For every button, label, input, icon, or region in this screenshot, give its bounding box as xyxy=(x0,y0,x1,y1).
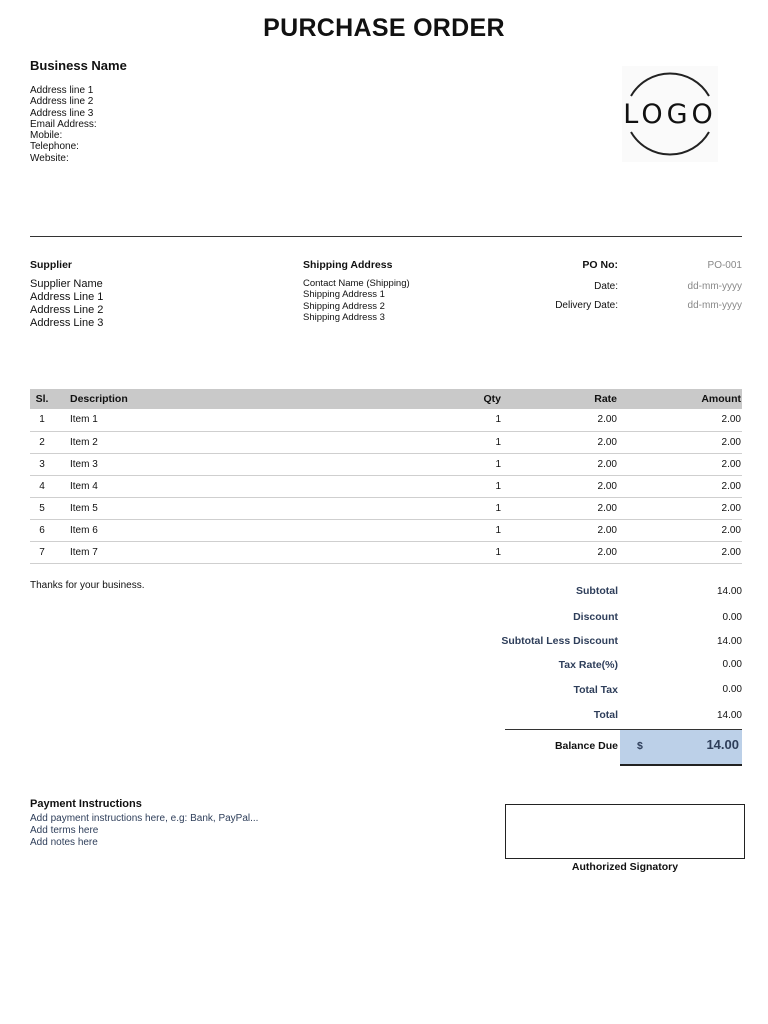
row-rate: 2.00 xyxy=(597,546,617,558)
terms-line: Add terms here xyxy=(30,824,99,836)
row-qty: 1 xyxy=(495,436,501,448)
business-address-line-2: Address line 2 xyxy=(30,96,94,108)
row-amount: 2.00 xyxy=(721,524,741,536)
table-row xyxy=(30,431,742,453)
items-table xyxy=(30,389,742,564)
subtotal-less-discount-label: Subtotal Less Discount xyxy=(501,635,618,647)
discount-label: Discount xyxy=(573,611,618,623)
supplier-heading: Supplier xyxy=(30,259,73,271)
balance-currency: $ xyxy=(637,740,643,752)
row-sl: 5 xyxy=(39,502,45,514)
items-table-header xyxy=(30,389,742,409)
table-row xyxy=(30,497,742,519)
supplier-name: Supplier Name xyxy=(30,278,103,290)
document-title: PURCHASE ORDER xyxy=(263,14,505,42)
row-rate: 2.00 xyxy=(597,524,617,536)
delivery-date-value: dd-mm-yyyy xyxy=(687,300,742,311)
signature-box xyxy=(505,804,745,859)
balance-due-value: 14.00 xyxy=(706,737,739,752)
row-qty: 1 xyxy=(495,524,501,536)
delivery-date-label: Delivery Date: xyxy=(555,300,618,311)
row-amount: 2.00 xyxy=(721,480,741,492)
total-tax-label: Total Tax xyxy=(573,684,618,696)
supplier-address-line-3: Address Line 3 xyxy=(30,317,104,329)
row-sl: 2 xyxy=(39,436,45,448)
row-qty: 1 xyxy=(495,546,501,558)
payment-instructions-heading: Payment Instructions xyxy=(30,798,142,810)
notes-line: Add notes here xyxy=(30,836,98,848)
business-telephone: Telephone: xyxy=(30,141,79,153)
row-rate: 2.00 xyxy=(597,502,617,514)
tax-rate-value: 0.00 xyxy=(722,659,742,670)
table-row xyxy=(30,519,742,541)
logo-text: LOGO xyxy=(623,99,717,130)
header-rate: Rate xyxy=(594,393,617,405)
authorized-signatory-label: Authorized Signatory xyxy=(571,861,679,873)
subtotal-less-discount-value: 14.00 xyxy=(716,636,742,647)
header-divider xyxy=(30,236,742,237)
shipping-address-line-1: Shipping Address 1 xyxy=(303,289,385,301)
table-row xyxy=(30,409,742,431)
business-email: Email Address: xyxy=(30,118,97,130)
row-rate: 2.00 xyxy=(597,458,617,470)
row-sl: 3 xyxy=(39,458,45,470)
total-label: Total xyxy=(593,709,618,721)
thanks-note: Thanks for your business. xyxy=(30,580,145,591)
header-amount: Amount xyxy=(701,393,741,405)
date-label: Date: xyxy=(594,281,618,292)
discount-value: 0.00 xyxy=(722,612,742,623)
row-amount: 2.00 xyxy=(721,546,741,558)
row-qty: 1 xyxy=(495,414,501,426)
row-description: Item 7 xyxy=(70,546,98,558)
row-qty: 1 xyxy=(495,480,501,492)
subtotal-label: Subtotal xyxy=(576,585,618,597)
business-mobile: Mobile: xyxy=(30,130,63,142)
business-details xyxy=(30,85,97,164)
po-number-value: PO-001 xyxy=(707,260,742,271)
shipping-address-line-2: Shipping Address 2 xyxy=(303,300,385,312)
shipping-address-line-3: Shipping Address 3 xyxy=(303,311,385,323)
supplier-details xyxy=(30,278,103,330)
row-qty: 1 xyxy=(495,502,501,514)
logo xyxy=(622,66,718,162)
business-website: Website: xyxy=(30,152,69,164)
row-sl: 1 xyxy=(39,414,45,426)
table-row xyxy=(30,475,742,497)
row-description: Item 2 xyxy=(70,436,98,448)
row-sl: 4 xyxy=(39,480,45,492)
total-value: 14.00 xyxy=(716,710,742,721)
row-description: Item 5 xyxy=(70,502,98,514)
shipping-details xyxy=(303,278,410,323)
supplier-address-line-1: Address Line 1 xyxy=(30,291,104,303)
row-sl: 6 xyxy=(39,524,45,536)
row-amount: 2.00 xyxy=(721,414,741,426)
row-qty: 1 xyxy=(495,458,501,470)
row-amount: 2.00 xyxy=(721,458,741,470)
date-value: dd-mm-yyyy xyxy=(687,281,742,292)
shipping-heading: Shipping Address xyxy=(303,259,393,271)
header-sl: Sl. xyxy=(35,393,49,405)
tax-rate-label: Tax Rate(%) xyxy=(558,659,618,671)
row-description: Item 1 xyxy=(70,414,98,426)
po-number-label: PO No: xyxy=(582,259,618,271)
row-sl: 7 xyxy=(39,546,45,558)
table-row xyxy=(30,453,742,475)
header-description: Description xyxy=(70,393,128,405)
payment-instructions-line: Add payment instructions here, e.g: Bank, PayPal... xyxy=(30,813,259,824)
total-tax-value: 0.00 xyxy=(722,684,742,695)
row-rate: 2.00 xyxy=(597,414,617,426)
balance-due-label: Balance Due xyxy=(554,740,618,752)
business-name: Business Name xyxy=(30,58,127,73)
table-row xyxy=(30,541,742,563)
row-amount: 2.00 xyxy=(721,502,741,514)
row-description: Item 3 xyxy=(70,458,98,470)
row-description: Item 6 xyxy=(70,524,98,536)
row-rate: 2.00 xyxy=(597,480,617,492)
business-address-line-3: Address line 3 xyxy=(30,107,94,119)
subtotal-value: 14.00 xyxy=(716,586,742,597)
business-address-line-1: Address line 1 xyxy=(30,85,94,96)
row-rate: 2.00 xyxy=(597,436,617,448)
payment-instructions xyxy=(30,813,258,848)
shipping-contact-name: Contact Name (Shipping) xyxy=(303,278,410,289)
supplier-address-line-2: Address Line 2 xyxy=(30,304,104,316)
row-description: Item 4 xyxy=(70,480,98,492)
row-amount: 2.00 xyxy=(721,436,741,448)
header-qty: Qty xyxy=(483,393,501,405)
